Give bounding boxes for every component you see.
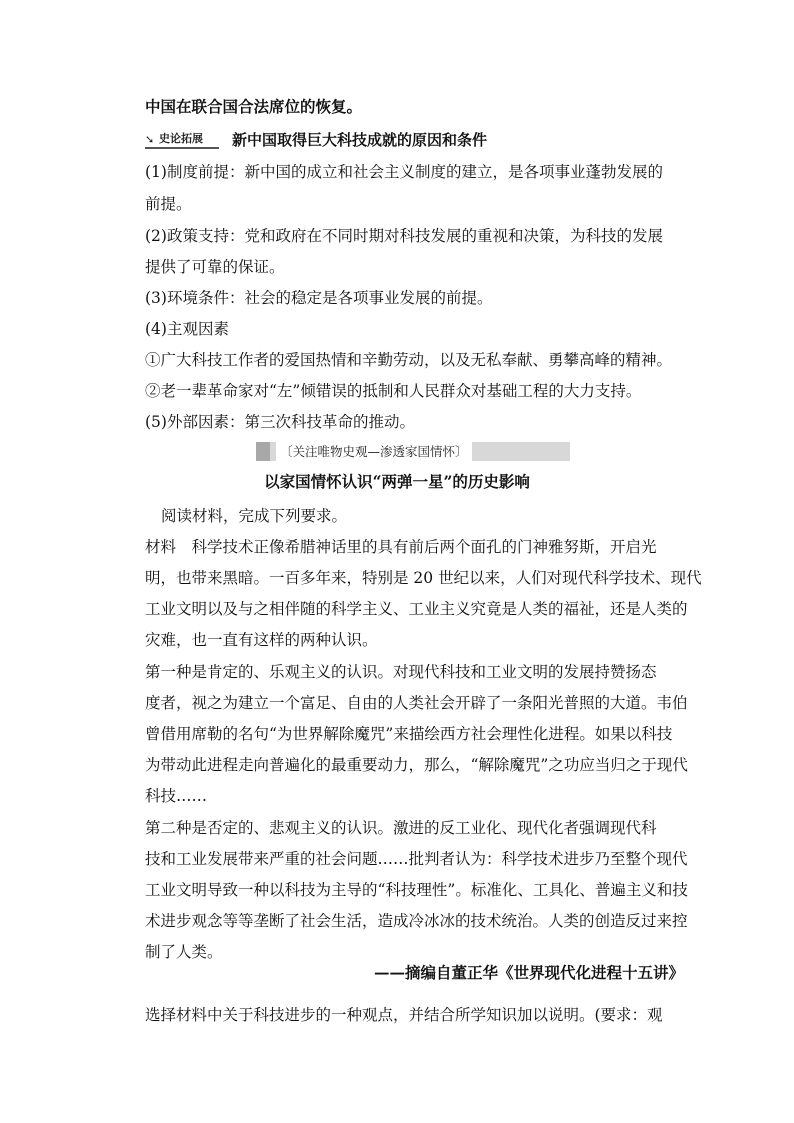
para1-line: 第一种是肯定的、乐观主义的认识。对现代科技和工业文明的发展持赞扬态 bbox=[145, 663, 657, 681]
point-line: (5)外部因素：第三次科技革命的推动。 bbox=[145, 413, 415, 431]
tag-underline bbox=[145, 147, 219, 149]
banner-label: 〔关注唯物史观—渗透家国情怀〕 bbox=[276, 442, 472, 461]
para2-line: 制了人类。 bbox=[145, 943, 223, 961]
point-line: (3)环境条件：社会的稳定是各项事业发展的前提。 bbox=[145, 289, 493, 307]
point-line: (1)制度前提：新中国的成立和社会主义制度的建立，是各项事业蓬勃发展的 bbox=[145, 163, 663, 181]
para1-line: 科技…… bbox=[145, 787, 208, 805]
para2-line: 工业文明导致一种以科技为主导的“科技理性”。标准化、工具化、普遍主义和技 bbox=[145, 881, 688, 899]
point-line: 提供了可靠的保证。 bbox=[145, 258, 285, 276]
material-line: 工业文明以及与之相伴随的科学主义、工业主义究竟是人类的福祉，还是人类的 bbox=[145, 600, 688, 618]
para2-line: 第二种是否定的、悲观主义的认识。激进的反工业化、现代化者强调现代科 bbox=[145, 819, 657, 837]
banner-block bbox=[256, 442, 270, 461]
material-source: ——摘编自董正华《世界现代化进程十五讲》 bbox=[373, 963, 684, 982]
para1-line: 曾借用席勒的名句“为世界解除魔咒”来描绘西方社会理性化进程。如果以科技 bbox=[145, 725, 673, 743]
extension-title: 新中国取得巨大科技成就的原因和条件 bbox=[232, 131, 488, 149]
point-line: (4)主观因素 bbox=[145, 320, 229, 338]
para1-line: 度者，视之为建立一个富足、自由的人类社会开辟了一条阳光普照的大道。韦伯 bbox=[145, 694, 688, 712]
point-line: 前提。 bbox=[145, 195, 192, 213]
point-line: ②老一辈革命家对“左”倾错误的抵制和人民群众对基础工程的大力支持。 bbox=[145, 382, 642, 400]
point-line: (2)政策支持：党和政府在不同时期对科技发展的重视和决策，为科技的发展 bbox=[145, 227, 663, 245]
intro-line: 中国在联合国合法席位的恢复。 bbox=[145, 97, 363, 116]
instruction: 阅读材料，完成下列要求。 bbox=[161, 507, 348, 525]
para1-line: 为带动此进程走向普遍化的最重要动力，那么，“解除魔咒”之功应当归之于现代 bbox=[145, 756, 688, 774]
history-extension-tag bbox=[145, 131, 203, 147]
material-line: 明，也带来黑暗。一百多年来，特别是 20 世纪以来，人们对现代科学技术、现代 bbox=[145, 569, 702, 587]
arrow-icon: ➘ bbox=[145, 133, 155, 146]
material-line: 材料 科学技术正像希腊神话里的具有前后两个面孔的门神雅努斯，开启光 bbox=[145, 538, 657, 556]
section-banner bbox=[256, 442, 570, 461]
section-title: 以家国情怀认识“两弹一星”的历史影响 bbox=[264, 472, 530, 491]
question-line: 选择材料中关于科技进步的一种观点，并结合所学知识加以说明。(要求：观 bbox=[145, 1006, 663, 1024]
para2-line: 术进步观念等等垄断了社会生活，造成冷冰冰的技术统治。人类的创造反过来控 bbox=[145, 912, 688, 930]
point-line: ①广大科技工作者的爱国热情和辛勤劳动，以及无私奉献、勇攀高峰的精神。 bbox=[145, 351, 673, 369]
material-line: 灾难，也一直有这样的两种认识。 bbox=[145, 631, 378, 649]
tag-label: 史论拓展 bbox=[159, 132, 203, 145]
para2-line: 技和工业发展带来严重的社会问题……批判者认为：科学技术进步乃至整个现代 bbox=[145, 850, 688, 868]
